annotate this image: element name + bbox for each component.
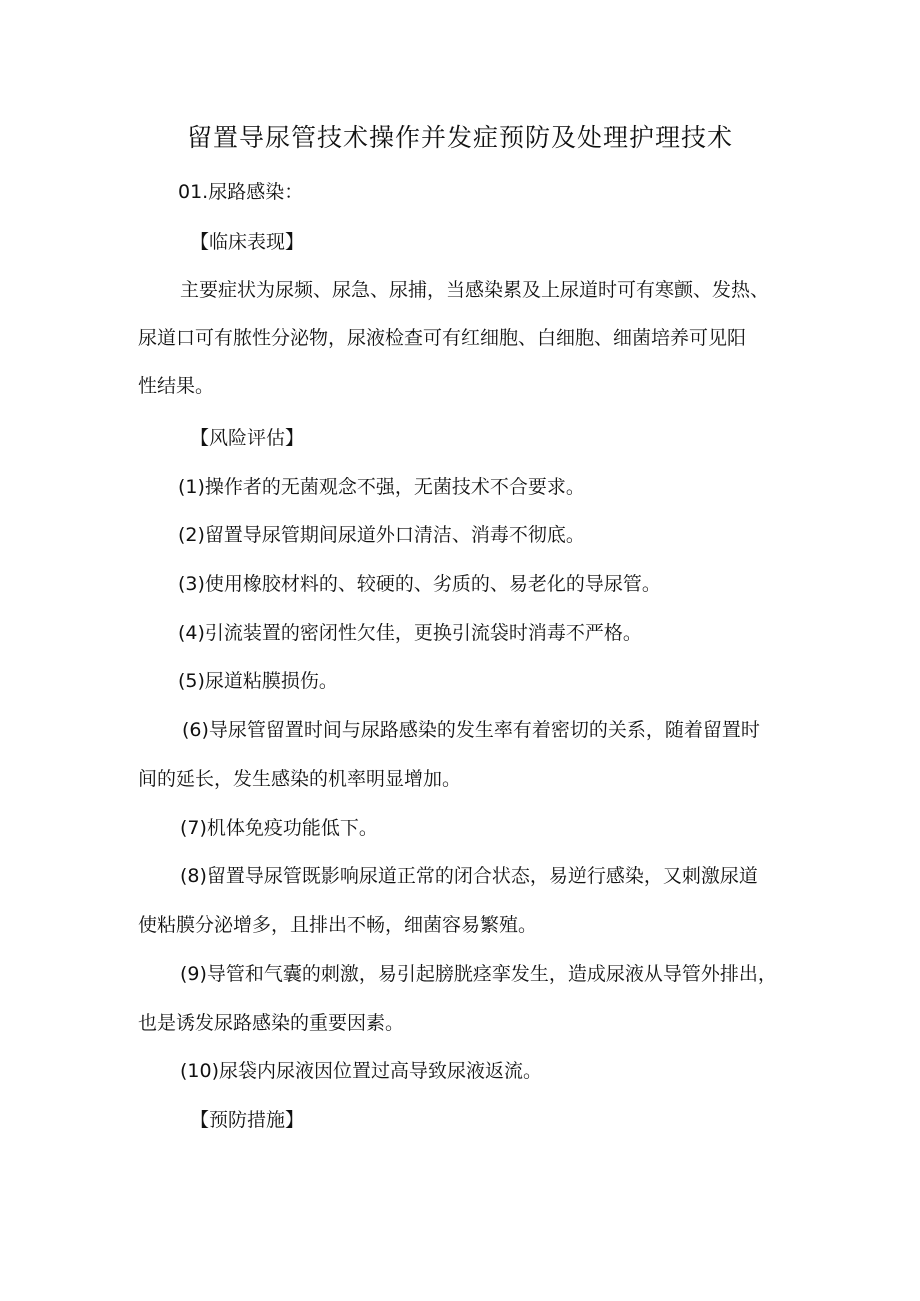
risk-heading: 【风险评估】	[190, 427, 305, 449]
clinical-heading: 【临床表现】	[190, 231, 305, 253]
risk-line-8b: 使粘膜分泌增多，且排出不畅，细菌容易繁殖。	[138, 914, 538, 936]
risk-line-4: (4)引流装置的密闭性欠佳，更换引流袋时消毒不严格。	[178, 622, 642, 644]
risk-line-9: (9)导管和气囊的刺激，易引起膀胱痉挛发生，造成尿液从导管外排出，	[180, 963, 777, 985]
risk-line-5: (5)尿道粘膜损伤。	[178, 670, 338, 692]
risk-line-6: (6)导尿管留置时间与尿路感染的发生率有着密切的关系，随着留置时	[182, 719, 760, 741]
risk-line-6b: 间的延长，发生感染的机率明显增加。	[138, 768, 462, 790]
document-title: 留置导尿管技术操作并发症预防及处理护理技术	[186, 123, 733, 152]
clinical-line-2: 尿道口可有脓性分泌物，尿液检查可有红细胞、白细胞、细菌培养可见阳	[138, 327, 747, 349]
risk-line-9b: 也是诱发尿路感染的重要因素。	[138, 1012, 405, 1034]
risk-line-3: (3)使用橡胶材料的、较硬的、劣质的、易老化的导尿管。	[178, 573, 661, 595]
risk-line-10: (10)尿袋内尿液因位置过高导致尿液返流。	[180, 1060, 543, 1082]
clinical-line-3: 性结果。	[138, 375, 215, 397]
risk-line-1: (1)操作者的无菌观念不强，无菌技术不合要求。	[178, 476, 585, 498]
risk-line-8: (8)留置导尿管既影响尿道正常的闭合状态，易逆行感染，又刺激尿道	[180, 865, 758, 887]
prevention-heading: 【预防措施】	[190, 1109, 305, 1131]
section-heading: 01.尿路感染：	[178, 181, 304, 203]
risk-line-7: (7)机体免疫功能低下。	[180, 817, 378, 839]
risk-line-2: (2)留置导尿管期间尿道外口清洁、消毒不彻底。	[178, 524, 585, 546]
clinical-line-1: 主要症状为尿频、尿急、尿捕，当感染累及上尿道时可有寒颤、发热、	[180, 279, 770, 301]
